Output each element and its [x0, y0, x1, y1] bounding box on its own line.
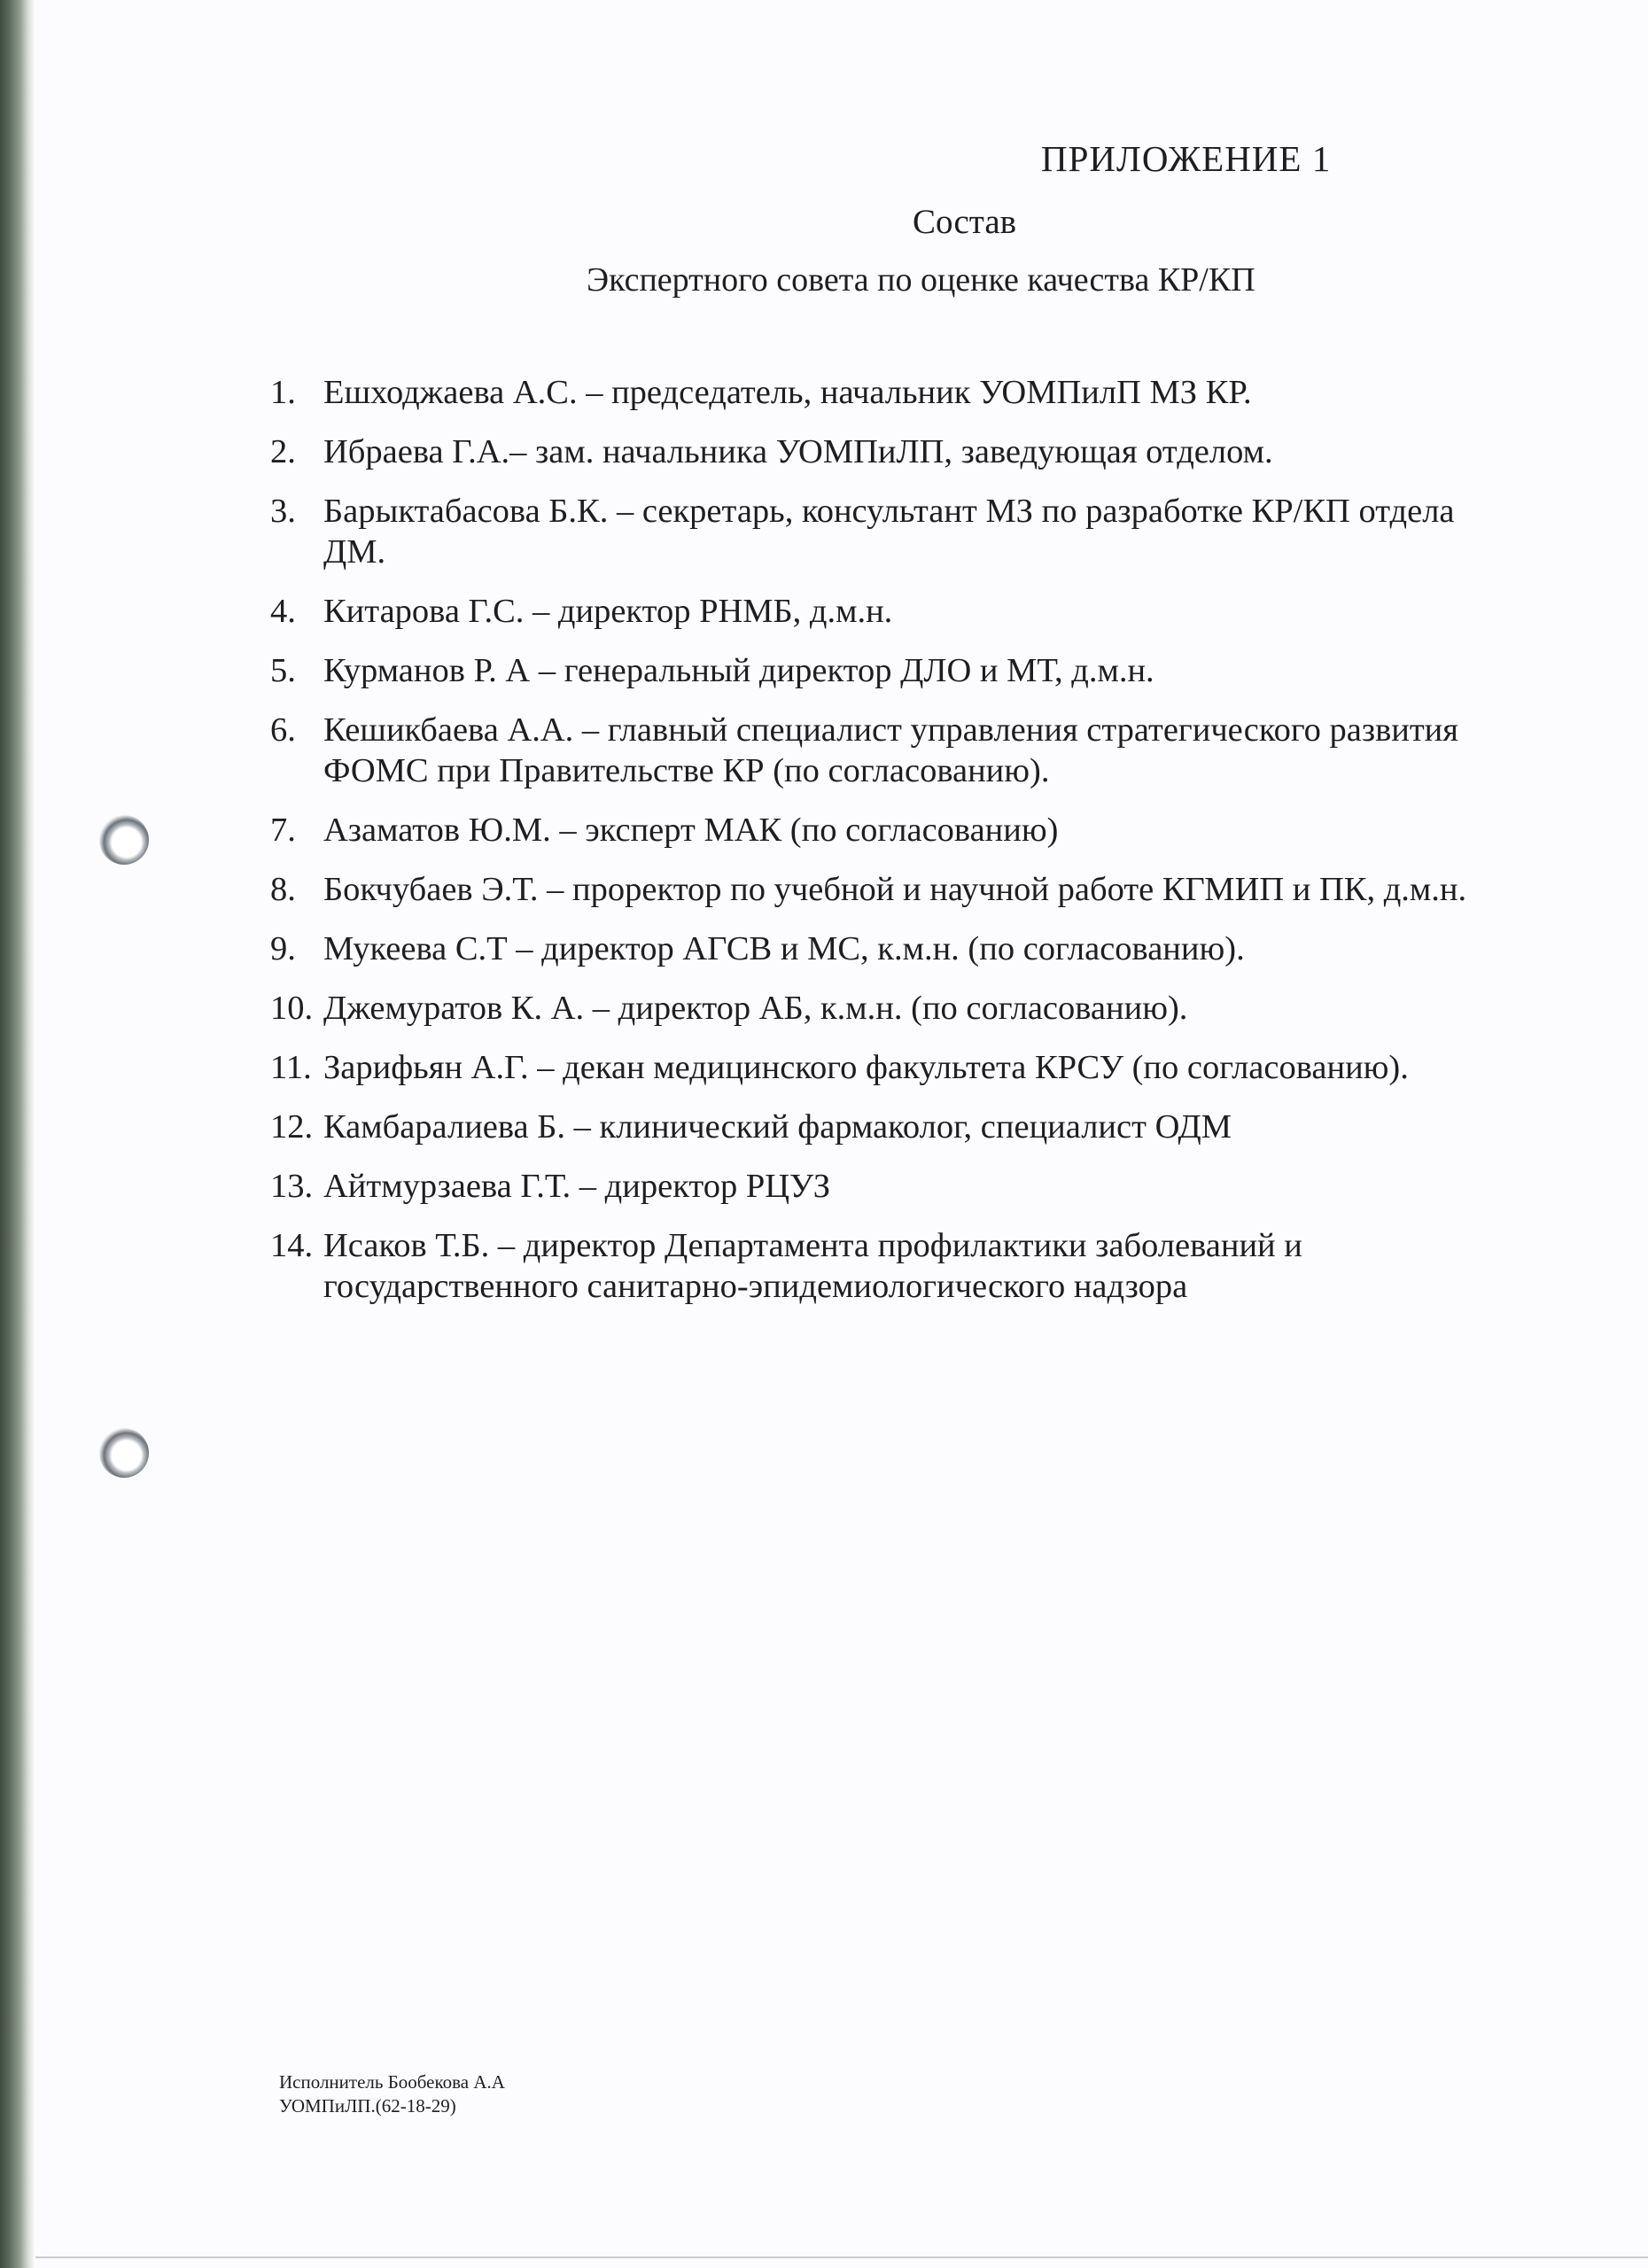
list-item-number: 13.	[270, 1168, 314, 1205]
list-item-text: Зарифьян А.Г. – декан медицинского факультета КРСУ (по согласованию).	[323, 1049, 1409, 1086]
list-item-text: Азаматов Ю.М. – эксперт МАК (по согласованию)	[323, 812, 1059, 849]
list-item	[270, 988, 1511, 1029]
appendix-label: ПРИЛОЖЕНИЕ 1	[1041, 138, 1332, 179]
list-item-text: Камбаралиева Б. – клинический фармаколог, специалист ОДМ	[323, 1108, 1232, 1146]
list-item	[270, 372, 1511, 413]
list-item-number: 9.	[270, 930, 296, 967]
appendix-subtitle: Экспертного совета по оценке качества КР/КП	[587, 261, 1255, 299]
list-item-text: Айтмурзаева Г.Т. – директор РЦУЗ	[323, 1168, 831, 1205]
list-item	[270, 1047, 1511, 1088]
list-item-text: Кешикбаева А.А. – главный специалист управления стратегического развития ФОМС при Правительстве КР (по согласованию).	[323, 711, 1458, 789]
list-item	[270, 710, 1511, 791]
list-item-number: 14.	[270, 1227, 314, 1264]
executor-footer	[279, 2070, 505, 2118]
list-item	[270, 431, 1511, 472]
list-item-text: Китарова Г.С. – директор РНМБ, д.м.н.	[323, 593, 893, 630]
list-item-number: 7.	[270, 812, 296, 849]
list-item-number: 10.	[270, 990, 314, 1027]
executor-contact: УОМПиЛП.(62-18-29)	[279, 2095, 456, 2117]
list-item	[270, 928, 1511, 969]
list-item-text: Бокчубаев Э.Т. – проректор по учебной и научной работе КГМИП и ПК, д.м.н.	[323, 871, 1467, 908]
list-item-number: 6.	[270, 711, 296, 749]
list-item-text: Барыктабасова Б.К. – секретарь, консультант МЗ по разработке КР/КП отдела ДМ.	[323, 493, 1455, 571]
list-item	[270, 591, 1511, 632]
list-item	[270, 1225, 1511, 1307]
list-item-text: Мукеева С.Т – директор АГСВ и МС, к.м.н. (по согласованию).	[323, 930, 1245, 967]
list-item	[270, 810, 1511, 850]
page-bottom-edge	[35, 2256, 1648, 2258]
list-item-number: 11.	[270, 1049, 312, 1086]
list-item-number: 3.	[270, 493, 296, 530]
scan-binding-edge	[0, 0, 35, 2268]
appendix-title: Состав	[913, 203, 1017, 241]
list-item-number: 12.	[270, 1108, 314, 1146]
list-item-number: 1.	[270, 374, 296, 411]
punch-hole-upper	[99, 815, 149, 865]
list-item-text: Ибраева Г.А.– зам. начальника УОМПиЛП, заведующая отделом.	[323, 433, 1273, 470]
list-item-text: Джемуратов К. А. – директор АБ, к.м.н. (по согласованию).	[323, 990, 1188, 1027]
list-item-text: Ешходжаева А.С. – председатель, начальник УОМПилП МЗ КР.	[323, 374, 1252, 411]
list-item-number: 2.	[270, 433, 296, 470]
council-member-list	[270, 372, 1511, 1325]
list-item-text: Исаков Т.Б. – директор Департамента профилактики заболеваний и государственного санитарно-эпидемиологического надзора	[323, 1227, 1302, 1305]
list-item-number: 8.	[270, 871, 296, 908]
list-item-text: Курманов Р. А – генеральный директор ДЛО и МТ, д.м.н.	[323, 652, 1154, 689]
list-item	[270, 650, 1511, 691]
list-item	[270, 491, 1511, 572]
executor-name: Исполнитель Бообекова А.А	[279, 2071, 505, 2093]
list-item	[270, 1107, 1511, 1147]
punch-hole-lower	[99, 1428, 149, 1478]
list-item	[270, 869, 1511, 910]
list-item-number: 5.	[270, 652, 296, 689]
list-item	[270, 1166, 1511, 1207]
list-item-number: 4.	[270, 593, 296, 630]
